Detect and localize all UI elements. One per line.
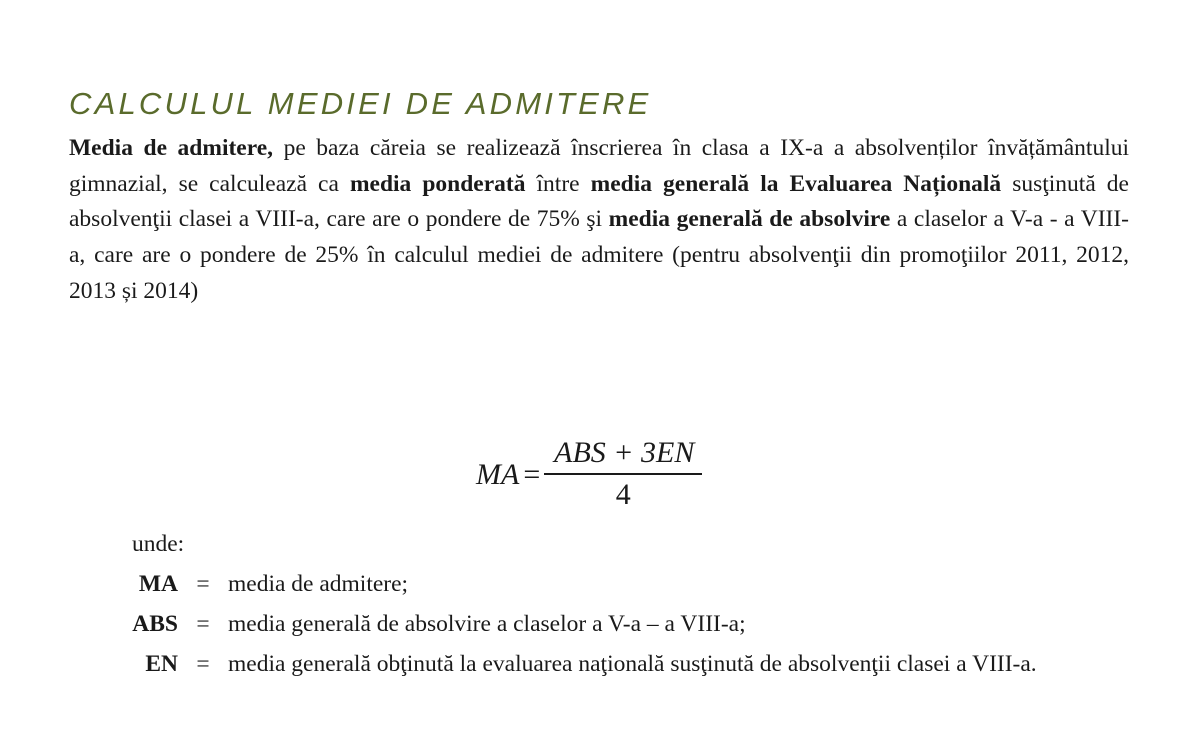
definition-equals: = bbox=[196, 611, 210, 637]
definition-text: media de admitere; bbox=[228, 571, 409, 597]
definition-row-ma bbox=[110, 571, 1037, 611]
where-label: unde: bbox=[132, 531, 185, 557]
definition-row-en bbox=[110, 651, 1037, 691]
intro-text-4: a claselor a V-a - a VIII-a, care are o pondere de 25% în calculul mediei de admitere (pentru absolvenţii din promoţiilor 2011, 2012, 2013 și 2014) bbox=[69, 206, 1129, 304]
definition-equals: = bbox=[196, 651, 210, 677]
definition-text: media generală de absolvire a claselor a V-a – a VIII-a; bbox=[228, 611, 746, 637]
formula-equals: = bbox=[523, 458, 541, 492]
intro-text-3: susţinută de absolvenţii clasei a VIII-a, care are o pondere de 75% şi bbox=[69, 170, 1129, 233]
formula-lhs: MA bbox=[476, 458, 520, 492]
definition-term: MA bbox=[138, 571, 178, 597]
intro-text-1: pe baza căreia se realizează înscrierea în clasa a IX-a a absolvenților învățământului gimnazial, se calculează ca bbox=[69, 135, 1130, 197]
definition-term: EN bbox=[145, 651, 178, 677]
formula-fraction bbox=[544, 436, 702, 513]
definition-row-abs bbox=[110, 611, 1037, 651]
admission-formula bbox=[476, 436, 702, 513]
definition-term: ABS bbox=[132, 611, 178, 637]
intro-bold-media-evaluare: media generală la Evaluarea Națională bbox=[590, 170, 1002, 197]
intro-bold-media-ponderata: media ponderată bbox=[349, 170, 526, 197]
formula-denominator: 4 bbox=[615, 477, 631, 511]
intro-bold-media-admitere: Media de admitere, bbox=[69, 135, 274, 161]
definitions-list bbox=[110, 571, 1037, 691]
intro-paragraph bbox=[69, 131, 1129, 310]
intro-bold-media-absolvire: media generală de absolvire bbox=[608, 206, 891, 233]
page-title: CALCULUL MEDIEI DE ADMITERE bbox=[69, 86, 652, 121]
definition-equals: = bbox=[196, 571, 210, 597]
intro-text-2: între bbox=[525, 170, 591, 197]
formula-numerator: ABS + 3EN bbox=[554, 436, 695, 469]
definition-text: media generală obţinută la evaluarea naţională susţinută de absolvenţii clasei a VIII-a. bbox=[228, 651, 1037, 677]
